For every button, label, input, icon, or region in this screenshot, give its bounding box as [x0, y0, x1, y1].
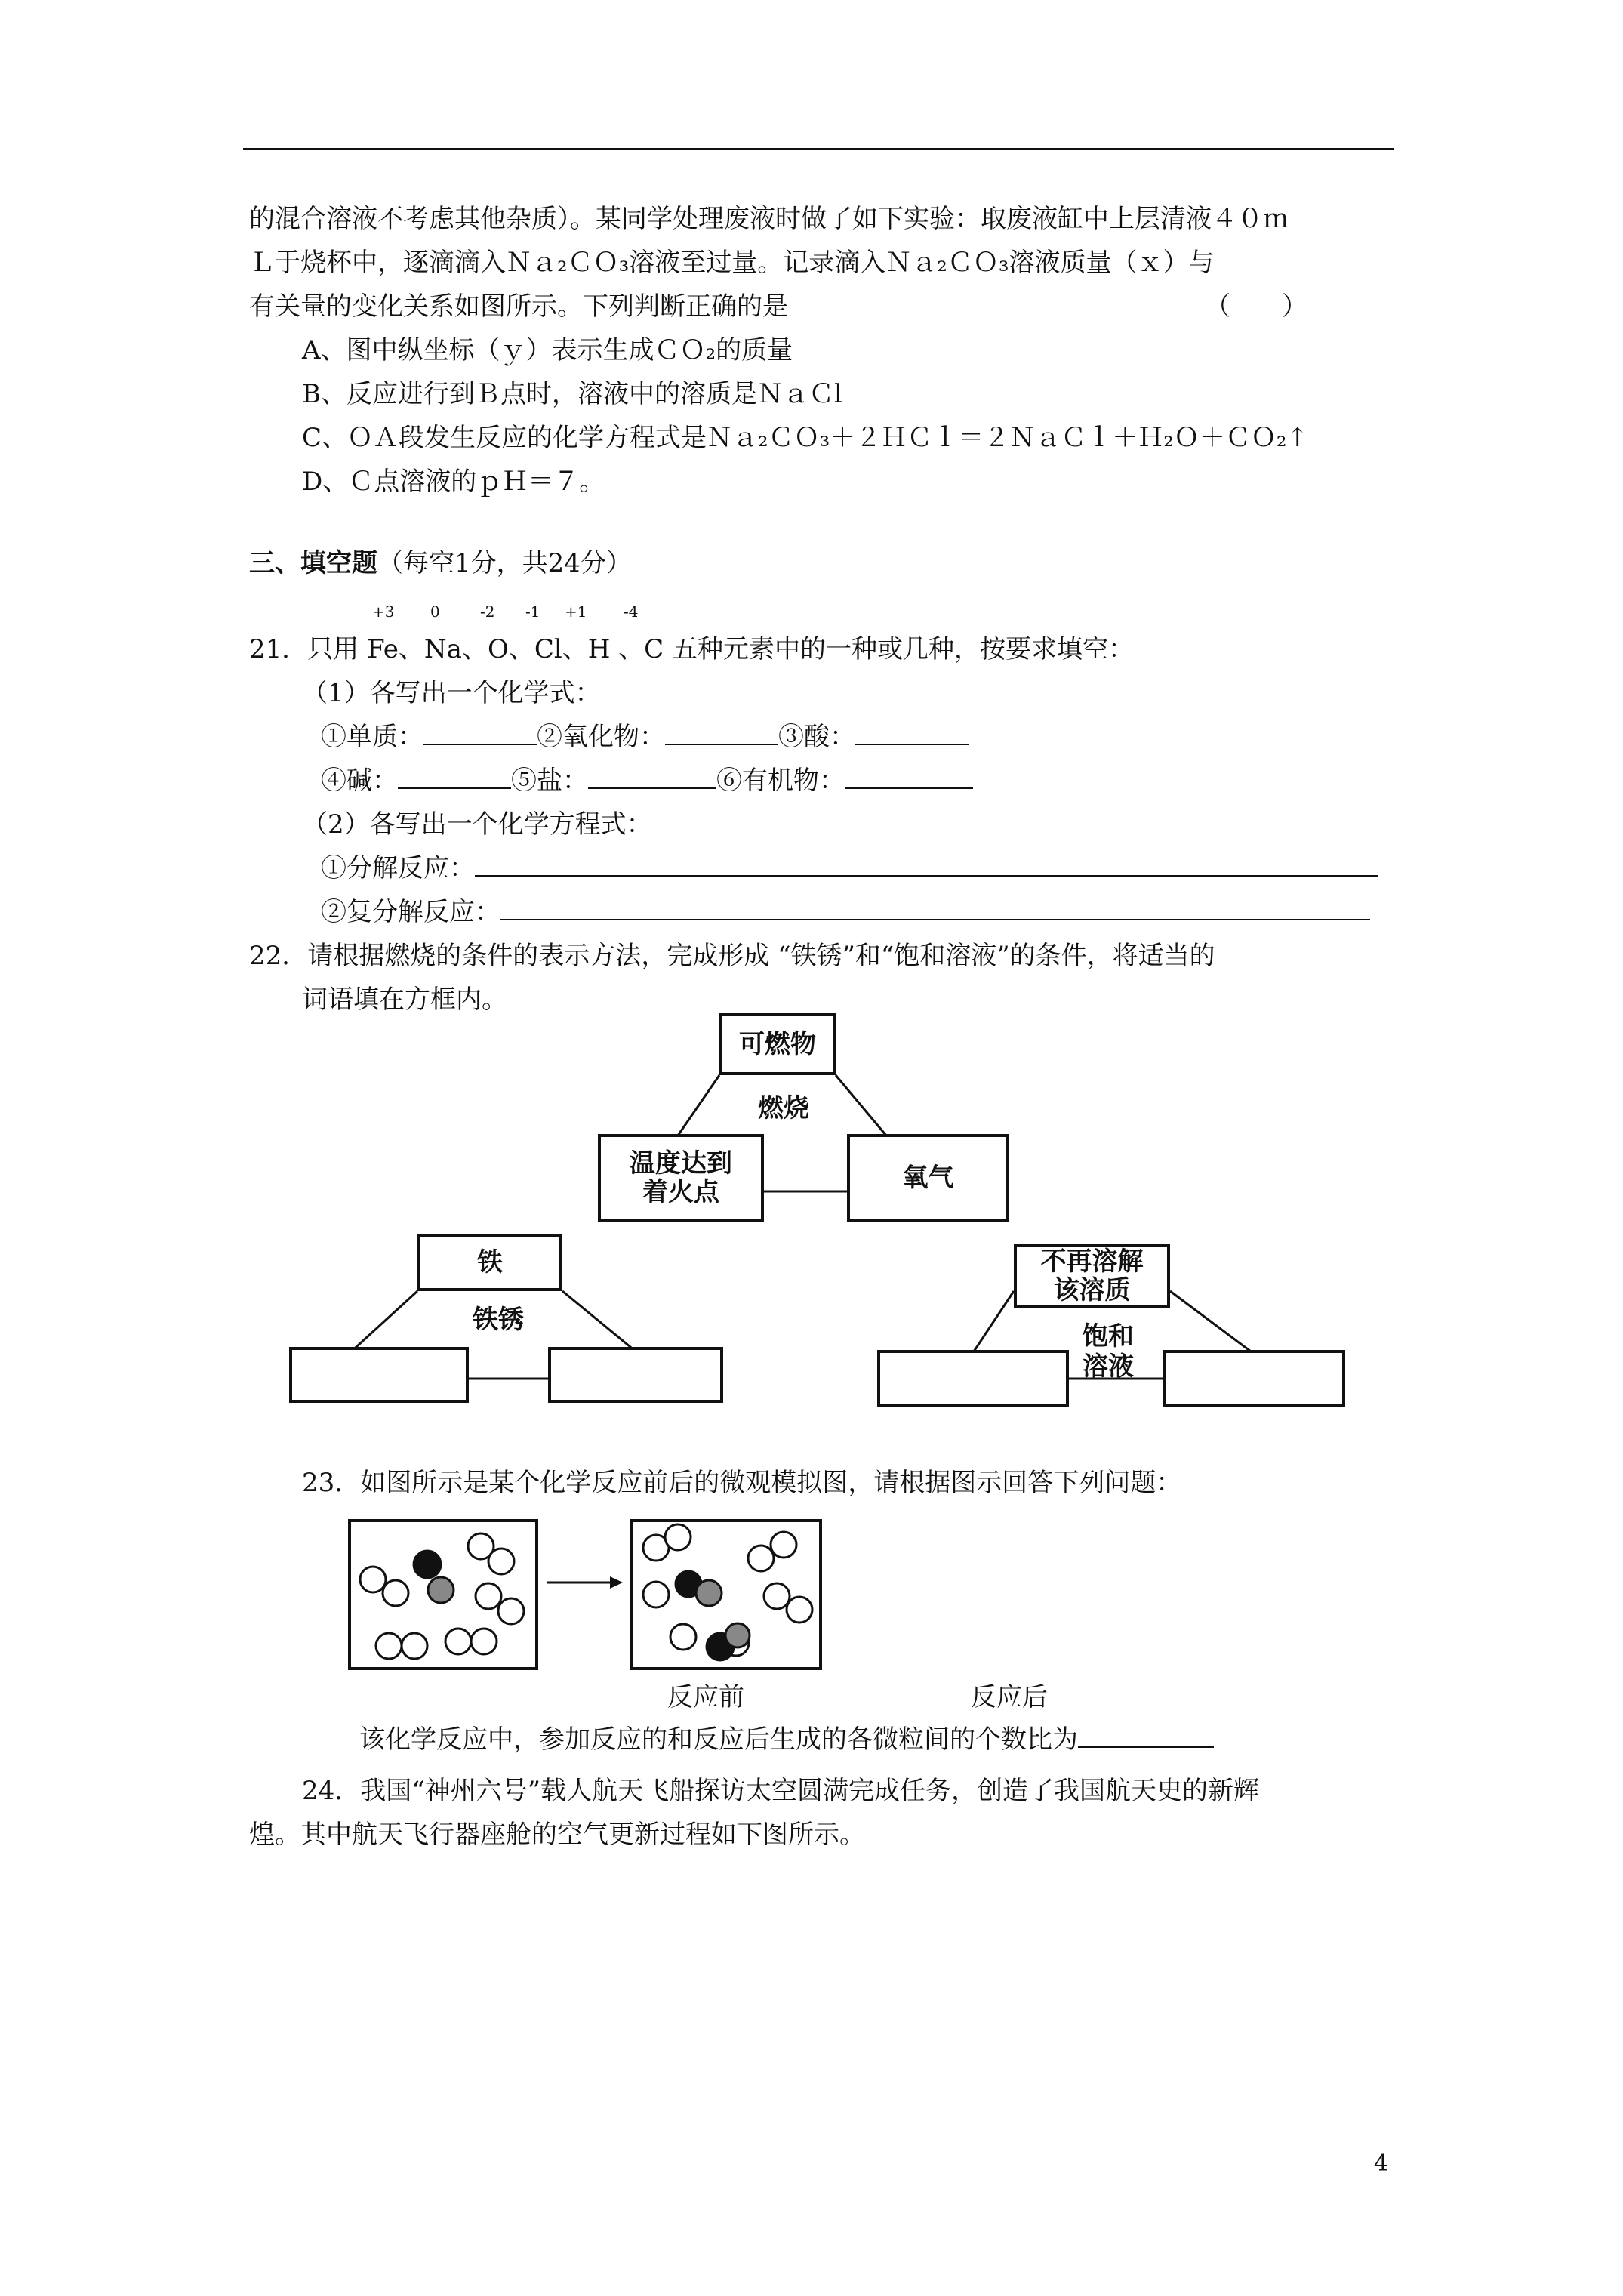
- q23-answer-text: 该化学反应中，参加反应的和反应后生成的各微粒间的个数比为: [359, 1724, 1078, 1755]
- section-3-note: （每空1分，共24分）: [377, 548, 632, 578]
- saturated-top-box: 不再溶解 该溶质: [1014, 1244, 1170, 1308]
- q20-line-1: 的混合溶液不考虑其他杂质）。某同学处理废液时做了如下实验：取废液缸中上层清液４０ｍ: [249, 204, 1289, 234]
- label-acid: ③酸：: [778, 722, 855, 752]
- saturated-center-label: 饱和 溶液: [1083, 1321, 1134, 1382]
- label-single: ①单质：: [321, 722, 423, 752]
- label-before-reaction: 反应前: [667, 1682, 744, 1712]
- rust-top-box: 铁: [417, 1234, 562, 1291]
- burn-top-box: 可燃物: [719, 1013, 836, 1075]
- q20-line-3: 有关量的变化关系如图所示。下列判断正确的是: [249, 291, 788, 322]
- rust-center-label: 铁锈: [473, 1305, 524, 1335]
- q21-stem: 21．只用 Fe、Na、O、Cl、H 、C 五种元素中的一种或几种，按要求填空：: [249, 634, 1134, 664]
- page-number: 4: [1374, 2150, 1389, 2177]
- blank-ratio[interactable]: [1078, 1724, 1214, 1748]
- label-salt: ⑤盐：: [511, 766, 588, 796]
- q20-option-a: A、图中纵坐标（ｙ）表示生成ＣＯ₂的质量: [302, 335, 793, 365]
- q24-line-2: 煌。其中航天飞行器座舱的空气更新过程如下图所示。: [249, 1820, 865, 1850]
- valence-plus1: +1: [565, 603, 587, 621]
- label-double-decomp: ②复分解反应：: [321, 897, 500, 927]
- burn-center-label: 燃烧: [758, 1093, 809, 1123]
- q21-part-1: （1）各写出一个化学式：: [302, 678, 601, 708]
- burn-left-box: 温度达到 着火点: [598, 1134, 764, 1222]
- q21-part-2: （2）各写出一个化学方程式：: [302, 809, 652, 840]
- q20-line-2: Ｌ于烧杯中，逐滴滴入Ｎａ₂ＣＯ₃溶液至过量。记录滴入Ｎａ₂ＣＯ₃溶液质量（ｘ）与: [249, 248, 1215, 278]
- q20-option-d: D、Ｃ点溶液的ｐＨ＝７。: [302, 467, 605, 497]
- label-base: ④碱：: [321, 766, 398, 796]
- valence-zero: 0: [430, 603, 440, 621]
- q23-answer-line: [359, 1723, 1214, 1756]
- label-organic: ⑥有机物：: [716, 766, 845, 796]
- q24-line-1: 24．我国“神州六号”载人航天飞船探访太空圆满完成任务，创造了我国航天史的新辉: [302, 1776, 1260, 1806]
- q23-stem: 23．如图所示是某个化学反应前后的微观模拟图，请根据图示回答下列问题：: [302, 1468, 1182, 1498]
- q20-option-b: B、反应进行到Ｂ点时，溶液中的溶质是ＮａＣl: [302, 379, 842, 409]
- valence-minus2: -2: [480, 603, 495, 621]
- valence-minus4: -4: [624, 603, 639, 621]
- q22-line-2: 词语填在方框内。: [302, 985, 507, 1015]
- section-3-title: 三、填空题: [249, 548, 377, 578]
- label-decomp: ①分解反应：: [321, 853, 475, 883]
- valence-plus3: +3: [372, 603, 395, 621]
- q20-answer-bracket: （ ）: [1205, 291, 1307, 322]
- burn-right-box: 氧气: [847, 1134, 1009, 1222]
- label-after-reaction: 反应后: [971, 1682, 1048, 1712]
- label-oxide: ②氧化物：: [537, 722, 665, 752]
- q20-option-c: C、ＯＡ段发生反应的化学方程式是Ｎａ₂ＣＯ₃＋２ＨＣｌ＝２ＮａＣｌ＋Ｈ₂Ｏ＋ＣＯ₂↑: [302, 423, 1309, 453]
- valence-minus1: -1: [525, 603, 540, 621]
- q22-line-1: 22．请根据燃烧的条件的表示方法，完成形成 “铁锈”和“饱和溶液”的条件，将适当的: [249, 941, 1215, 971]
